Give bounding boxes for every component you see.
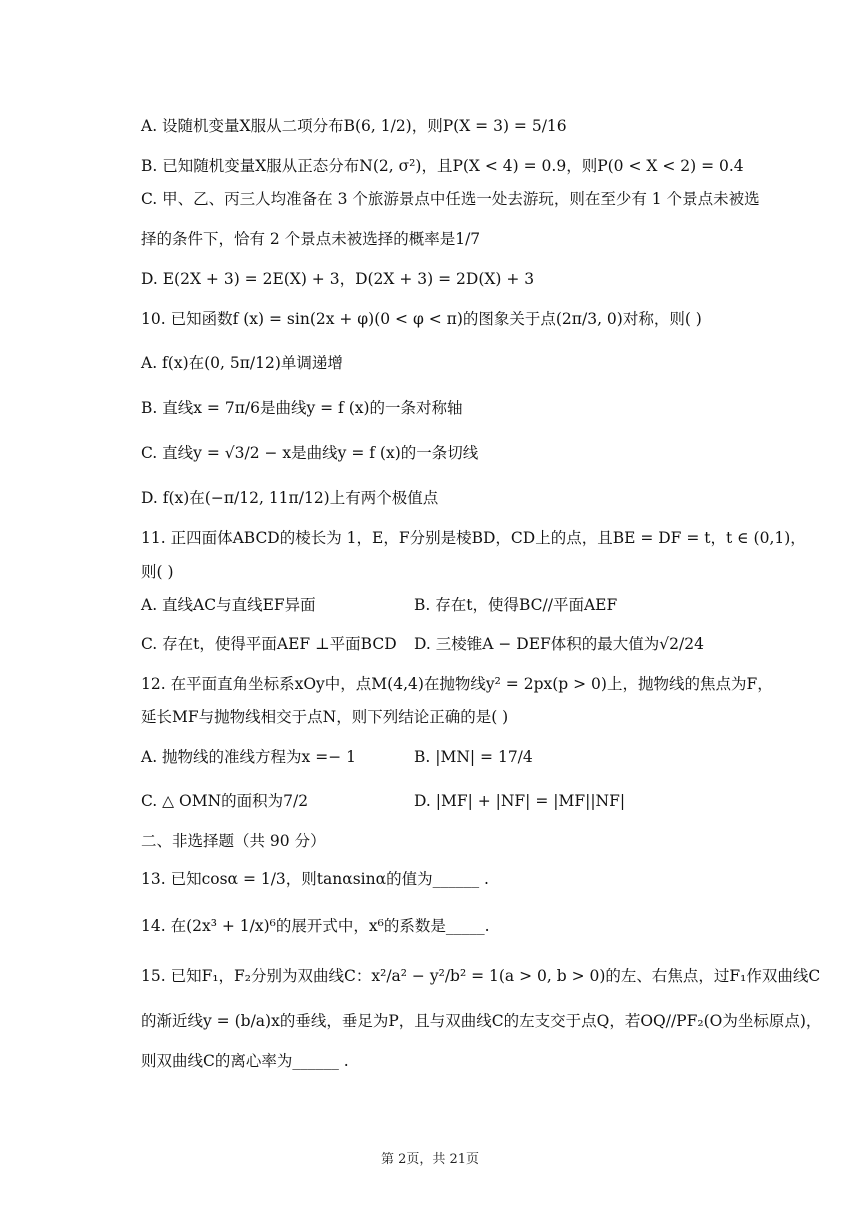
q9-option-d: D. E(2X + 3) = 2E(X) + 3，D(2X + 3) = 2D(X) + 3 [141,270,535,288]
q11-option-b: B. 存在t，使得BC//平面AEF [414,596,618,614]
q11-stem-line1: 11. 正四面体ABCD的棱长为 1，E，F分别是棱BD，CD上的点，且BE = DF = t，t ∈ (0,1)， [141,529,806,547]
q13: 13. 已知cosα = 1/3，则tanαsinα的值为______ . [141,870,489,888]
q10-option-d: D. f(x)在(−π/12, 11π/12)上有两个极值点 [141,489,439,507]
q9-option-b: B. 已知随机变量X服从正态分布N(2, σ²)，且P(X < 4) = 0.9，则P(0 < X < 2) = 0.4 [141,157,744,175]
q14: 14. 在(2x³ + 1/x)⁶的展开式中，x⁶的系数是_____. [141,917,490,935]
q12-stem-line2: 延长MF与抛物线相交于点N，则下列结论正确的是( ) [141,708,509,726]
q11-stem-line2: 则( ) [141,563,174,581]
q15-line1: 15. 已知F₁，F₂分别为双曲线C：x²/a² − y²/b² = 1(a > 0, b > 0)的左、右焦点，过F₁作双曲线C [141,967,821,985]
q12-option-d: D. |MF| + |NF| = |MF||NF| [414,792,626,810]
q12-stem-line1: 12. 在平面直角坐标系xOy中，点M(4,4)在抛物线y² = 2px(p > 0)上，抛物线的焦点为F， [141,675,773,693]
q9-option-c-line2: 择的条件下，恰有 2 个景点未被选择的概率是1/7 [141,230,481,248]
page-footer: 第 2页，共 21页 [380,1152,480,1167]
q12-option-a: A. 抛物线的准线方程为x =− 1 [141,748,356,766]
q15-line3: 则双曲线C的离心率为______ . [141,1052,349,1070]
q10-option-a: A. f(x)在(0, 5π/12)单调递增 [141,354,343,372]
q11-option-a: A. 直线AC与直线EF异面 [141,596,316,614]
q11-option-d: D. 三棱锥A − DEF体积的最大值为√2/24 [414,635,704,653]
section-heading: 二、非选择题（共 90 分） [141,832,326,850]
q12-option-b: B. |MN| = 17/4 [414,748,533,766]
q9-option-a: A. 设随机变量X服从二项分布B(6, 1/2)，则P(X = 3) = 5/16 [141,117,567,135]
q12-option-c: C. △ OMN的面积为7/2 [141,792,309,810]
q10-option-b: B. 直线x = 7π/6是曲线y = f (x)的一条对称轴 [141,399,463,417]
q10-stem: 10. 已知函数f (x) = sin(2x + φ)(0 < φ < π)的图象关于点(2π/3, 0)对称，则( ) [141,310,702,328]
q10-option-c: C. 直线y = √3/2 − x是曲线y = f (x)的一条切线 [141,444,479,462]
q11-option-c: C. 存在t，使得平面AEF ⊥平面BCD [141,635,397,653]
q15-line2: 的渐近线y = (b/a)x的垂线，垂足为P，且与双曲线C的左支交于点Q，若OQ//PF₂(O为坐标原点)， [141,1012,822,1030]
q9-option-c-line1: C. 甲、乙、丙三人均准备在 3 个旅游景点中任选一处去游玩，则在至少有 1 个景点未被选 [141,190,760,208]
